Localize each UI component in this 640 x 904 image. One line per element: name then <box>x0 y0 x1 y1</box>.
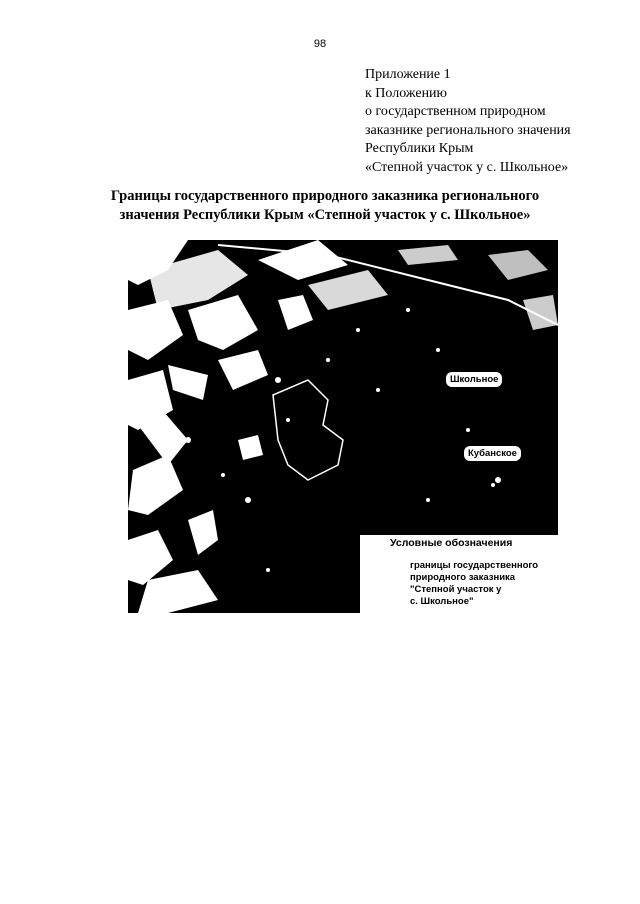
legend-item-line: природного заказника <box>410 572 516 583</box>
place-label-shkolnoe: Школьное <box>446 372 502 387</box>
document-title <box>60 187 590 225</box>
appendix-line: заказнике регионального значения <box>365 122 571 138</box>
title-line: Границы государственного природного заказника регионального <box>110 188 540 204</box>
page-number: 98 <box>313 38 327 50</box>
appendix-line: Приложение 1 <box>365 67 451 82</box>
legend-item-boundary <box>410 560 570 608</box>
map-legend <box>360 535 560 615</box>
legend-item-line: границы государственного <box>410 560 539 571</box>
legend-item-line: с. Школьное" <box>410 596 474 607</box>
title-line: значения Республики Крым «Степной участок у с. Школьное» <box>119 207 531 223</box>
appendix-line: Республики Крым <box>365 141 474 156</box>
place-label-kubanskoe: Кубанское <box>464 446 521 461</box>
appendix-line: к Положению <box>365 85 448 101</box>
legend-item-line: "Степной участок у <box>410 584 502 595</box>
appendix-line: «Степной участок у с. Школьное» <box>365 159 569 175</box>
appendix-note <box>365 66 625 177</box>
legend-title: Условные обозначения <box>390 537 513 549</box>
appendix-line: о государственном природном <box>365 104 546 119</box>
